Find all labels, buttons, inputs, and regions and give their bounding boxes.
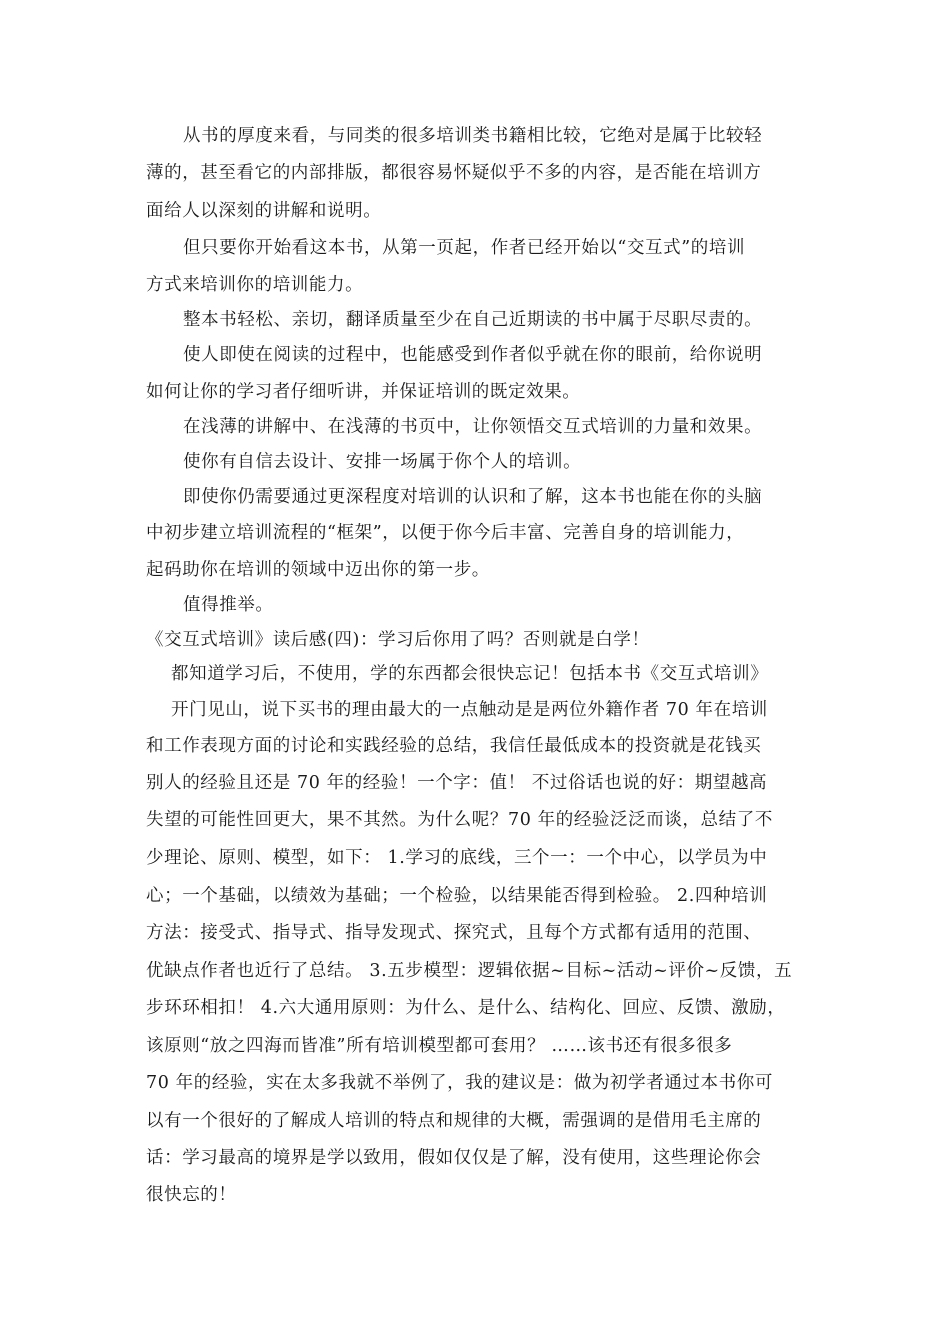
text-line: 心；一个基础，以绩效为基础；一个检验，以结果能否得到检验。 2.四种培训 (146, 886, 768, 906)
text-line: 使你有自信去设计、安排一场属于你个人的培训。 (183, 452, 582, 472)
text-line: 中初步建立培训流程的“框架”，以便于你今后丰富、完善自身的培训能力， (146, 523, 745, 543)
text-line: 使人即使在阅读的过程中，也能感受到作者似乎就在你的眼前，给你说明 (183, 345, 763, 365)
text-line: 即使你仍需要通过更深程度对培训的认识和了解，这本书也能在你的头脑 (183, 487, 763, 507)
text-line: 开门见山，说下买书的理由最大的一点触动是是两位外籍作者 70 年在培训 (171, 700, 768, 720)
text-line: 和工作表现方面的讨论和实践经验的总结，我信任最低成本的投资就是花钱买 (146, 736, 762, 756)
text-line: 整本书轻松、亲切，翻译质量至少在自己近期读的书中属于尽职尽责的。 (183, 310, 763, 330)
text-line: 如何让你的学习者仔细听讲，并保证培训的既定效果。 (146, 382, 581, 402)
text-line: 优缺点作者也近行了总结。 3.五步模型：逻辑依据~目标~活动~评价~反馈，五 (146, 961, 793, 981)
text-line: 面给人以深刻的讲解和说明。 (146, 201, 382, 221)
text-line: 都知道学习后，不使用，学的东西都会很快忘记！包括本书《交互式培训》 (171, 664, 769, 684)
text-line: 《交互式培训》读后感(四)：学习后你用了吗？否则就是白学！ (146, 630, 650, 650)
text-line: 步环环相扣！ 4.六大通用原则：为什么、是什么、结构化、回应、反馈、激励， (146, 998, 786, 1018)
text-line: 在浅薄的讲解中、在浅薄的书页中，让你领悟交互式培训的力量和效果。 (183, 417, 763, 437)
text-line: 薄的，甚至看它的内部排版，都很容易怀疑似乎不多的内容，是否能在培训方 (146, 163, 762, 183)
text-line: 少理论、原则、模型，如下： 1.学习的底线，三个一：一个中心，以学员为中 (146, 848, 768, 868)
text-line: 失望的可能性回更大，果不其然。为什么呢？70 年的经验泛泛而谈，总结了不 (146, 810, 773, 830)
text-line: 70 年的经验，实在太多我就不举例了，我的建议是：做为初学者通过本书你可 (146, 1073, 773, 1093)
text-line: 方式来培训你的培训能力。 (146, 275, 364, 295)
text-line: 值得推举。 (183, 595, 274, 615)
text-line: 别人的经验且还是 70 年的经验！一个字：值！ 不过俗话也说的好：期望越高 (146, 773, 768, 793)
text-line: 从书的厚度来看，与同类的很多培训类书籍相比较，它绝对是属于比较轻 (183, 126, 763, 146)
text-line: 话：学习最高的境界是学以致用，假如仅仅是了解，没有使用，这些理论你会 (146, 1148, 762, 1168)
text-line: 但只要你开始看这本书，从第一页起，作者已经开始以“交互式”的培训 (183, 238, 746, 258)
text-line: 很快忘的！ (146, 1185, 237, 1205)
text-line: 方法：接受式、指导式、指导发现式、探究式，且每个方式都有适用的范围、 (146, 923, 762, 943)
text-line: 起码助你在培训的领域中迈出你的第一步。 (146, 560, 490, 580)
text-line: 该原则“放之四海而皆准”所有培训模型都可套用？ ……该书还有很多很多 (146, 1036, 733, 1056)
text-line: 以有一个很好的了解成人培训的特点和规律的大概，需强调的是借用毛主席的 (146, 1111, 762, 1131)
